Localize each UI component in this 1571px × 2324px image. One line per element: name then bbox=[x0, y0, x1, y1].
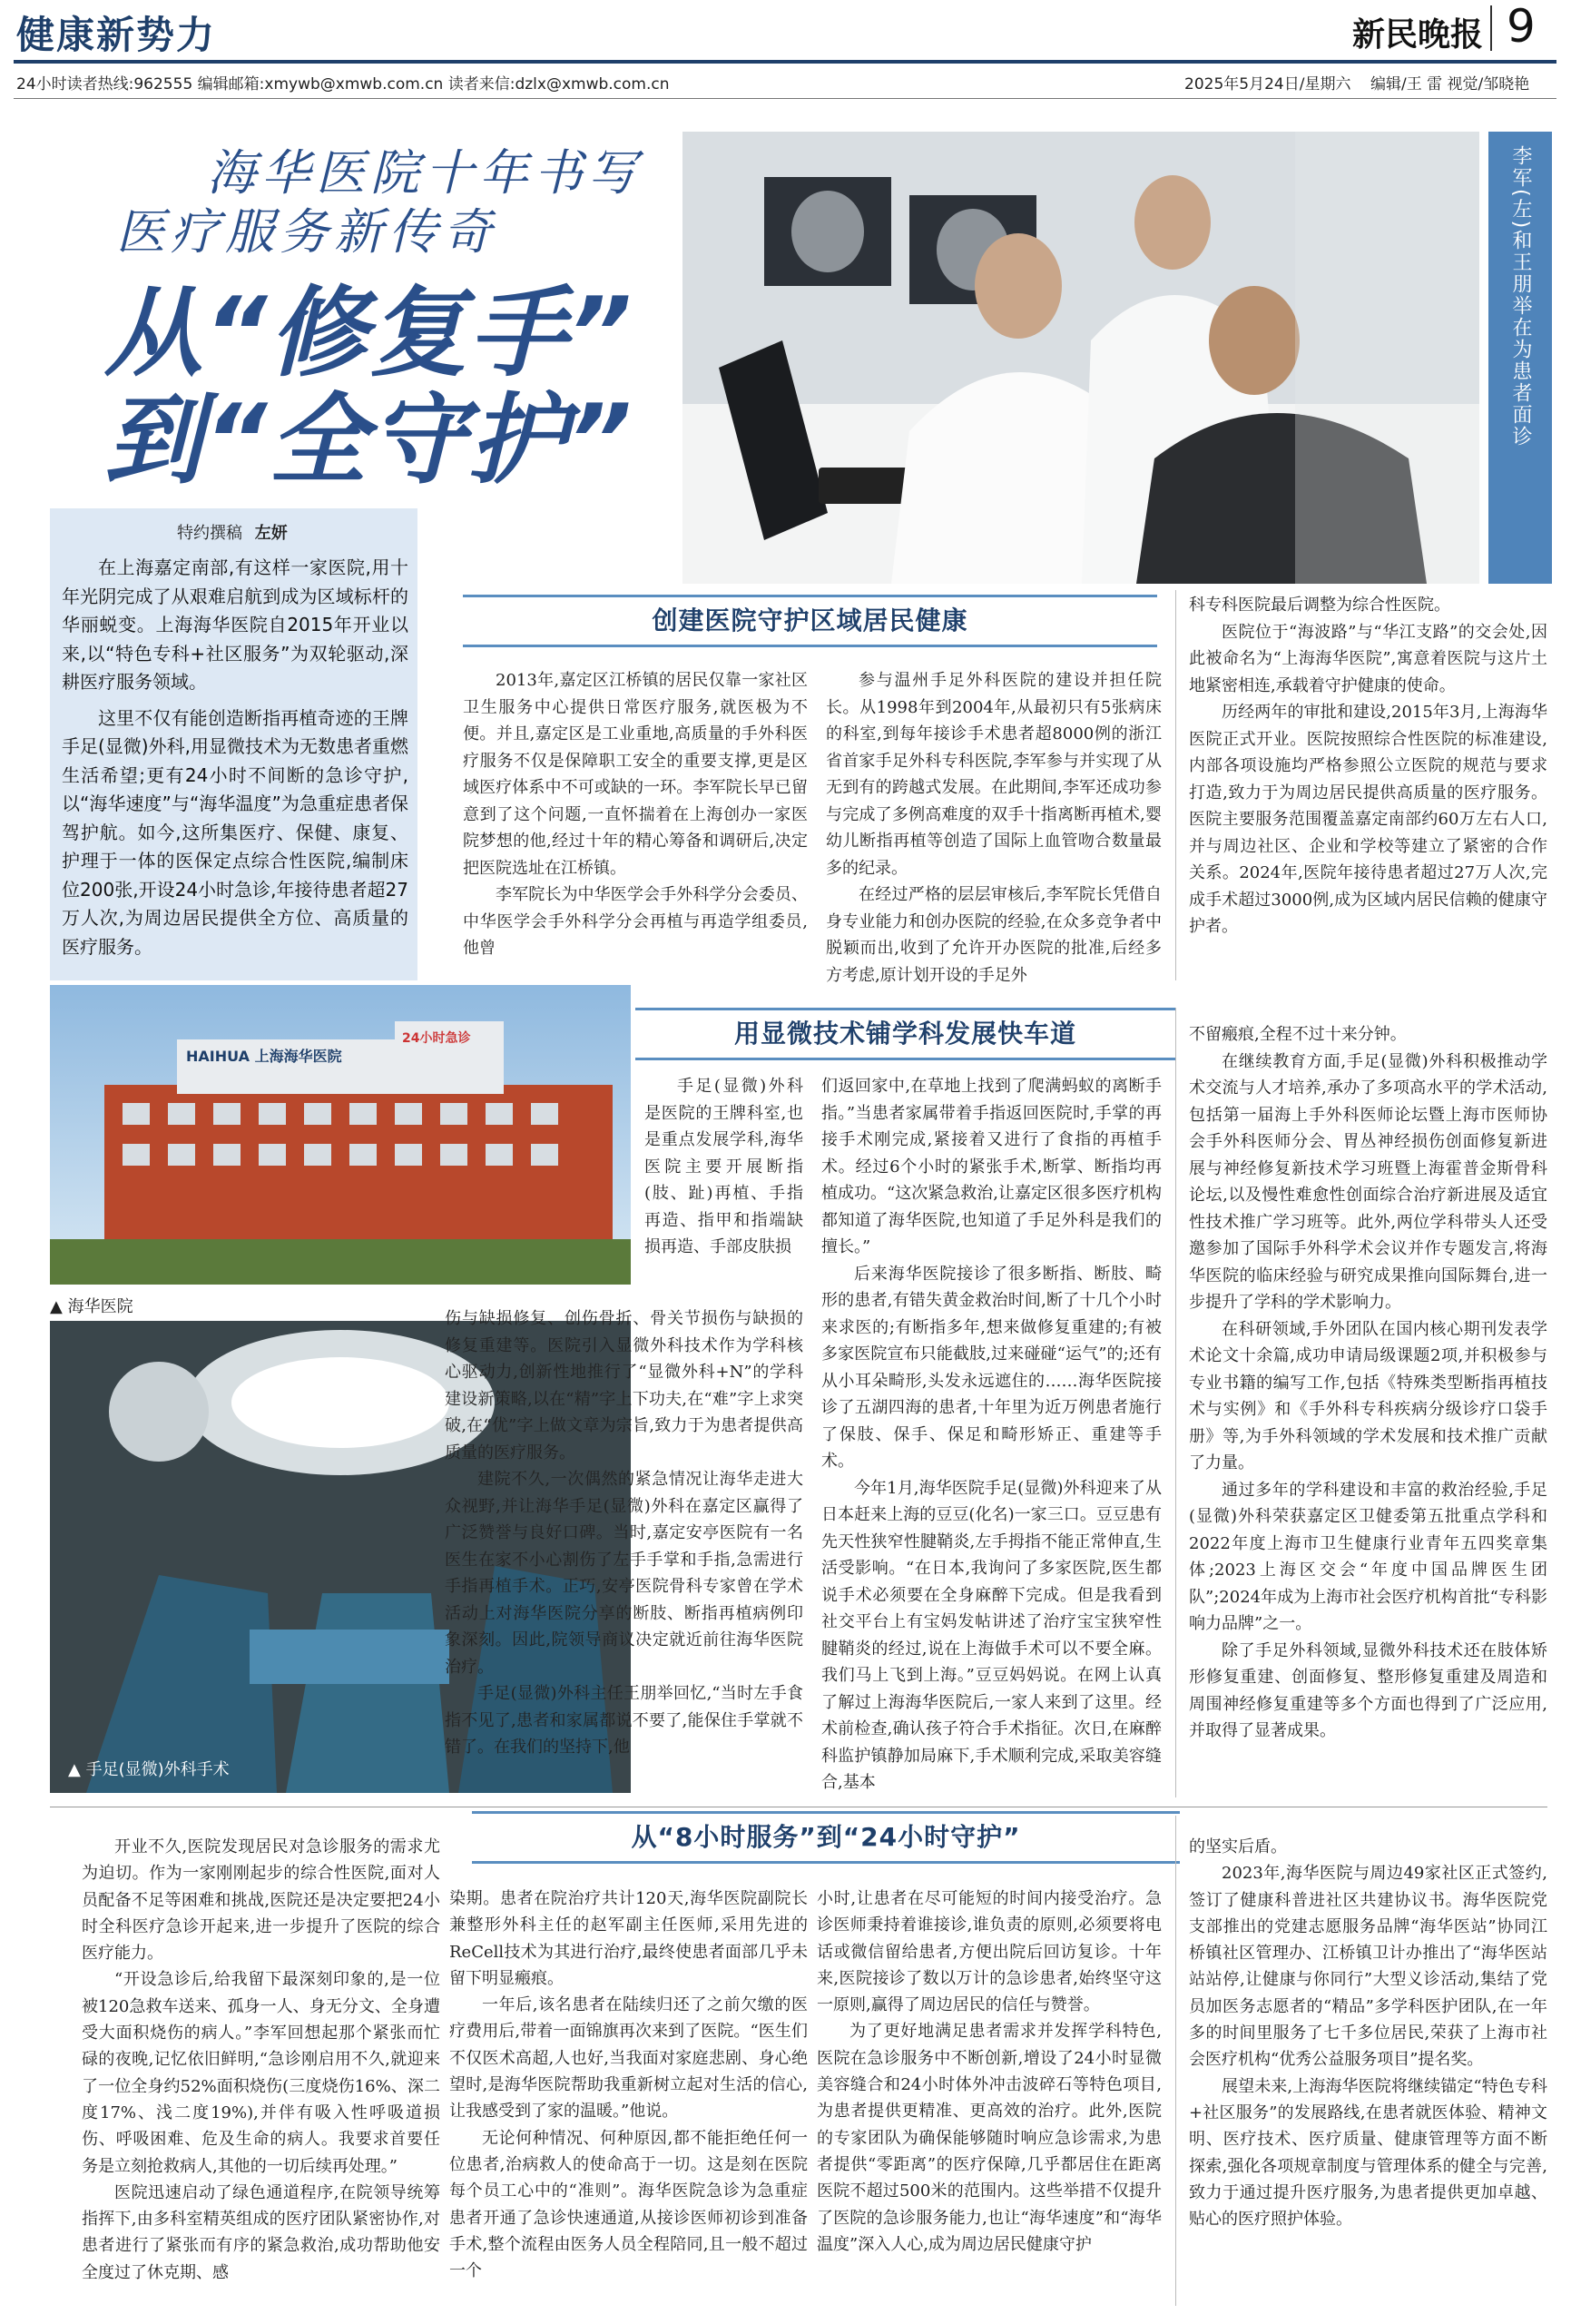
intro-paragraph-2: 这里不仅有能创造断指再植奇迹的王牌手足(显微)外科,用显微技术为无数患者重燃生活希望;更有24小时不间断的急诊守护,以“海华速度”与“海华温度”为急重症患者保驾护航。如今,这所集医疗、保健、康复、护理于一体的医保定点综合性医院,编制床位200张,开设24小时急诊,年接待患者超27万人次,为周边居民提供全方位、高质量的医疗服务。 bbox=[62, 706, 408, 958]
byline-name: 左妍 bbox=[254, 524, 288, 543]
section3-col2 bbox=[449, 1886, 808, 2284]
page-divider bbox=[1490, 5, 1492, 51]
section1-col2-p2: 在经过严格的层层审核后,李军院长凭借自身专业能力和创办医院的经验,在众多竞争者中脱颖而出,收到了允许开办医院的批准,后经多方考虑,原计划开设的手足外 bbox=[826, 885, 1162, 985]
kicker-line-2: 医疗服务新传奇 bbox=[116, 203, 497, 261]
masthead-rule bbox=[14, 60, 1556, 64]
section2-col3-p5: 除了手足外科领域,显微外科技术还在肢体矫形修复重建、创面修复、整形修复重建及周造和周围神经修复重建等多个方面也得到了广泛应用,并取得了显著成果。 bbox=[1189, 1640, 1547, 1740]
section3-col1-p1: 开业不久,医院发现居民对急诊服务的需求尤为迫切。作为一家刚刚起步的综合性医院,面对人员配备不足等困难和挑战,医院还是决定要把24小时全科医疗急诊开起来,进一步提升了医院的综合医疗能力。 bbox=[82, 1837, 440, 1964]
paper-name: 新民晚报 bbox=[1352, 15, 1484, 54]
surgery-photo-caption: ▲ 手足(显微)外科手术 bbox=[68, 1760, 230, 1779]
section2-col2-p2: 后来海华医院接诊了很多断指、断肢、畸形的患者,有错失黄金救治时间,断了十几个小时来求医的;有断指多年,想来做修复重建的;有被多家医院宣布只能截肢,过来碰碰“运气”的;还有从小耳朵畸形,头发永远遮住的……海华医院接诊了五湖四海的患者,十年里为近万例患者施行了保肢、保手、保足和畸形矫正、重建等手术。 bbox=[821, 1264, 1162, 1471]
section1-col3-p1: 科专科医院最后调整为综合性医院。 bbox=[1189, 596, 1450, 615]
section3-col2-p1: 染期。患者在院治疗共计120天,海华医院副院长兼整形外科主任的赵军副主任医师,采用先进的ReCell技术为其进行治疗,最终使患者面部几乎未留下明显瘢痕。 bbox=[449, 1889, 808, 1988]
consultation-illustration bbox=[682, 132, 1479, 584]
col-rule-2 bbox=[1175, 1008, 1176, 1797]
editors-line: 编辑/王 雷 视觉/邹晓艳 bbox=[1370, 75, 1530, 94]
section2-heading: 用显微技术铺学科发展快车道 bbox=[635, 1008, 1175, 1060]
section1-col3-p3: 历经两年的审批和建设,2015年3月,上海海华医院正式开业。医院按照综合性医院的标准建设,内部各项设施均严格参照公立医院的规范与要求打造,致力于为周边居民提供高质量的医疗服务。医院主要服务范围覆盖嘉定南部约60万左右人口,并与周边社区、企业和学校等建立了紧密的合作关系。2024年,医院年接待患者超过27万人次,完成手术超过3000例,成为区域内居民信赖的健康守护者。 bbox=[1189, 703, 1547, 936]
section3-col3-p2: 为了更好地满足患者需求并发挥学科特色,医院在急诊服务中不断创新,增设了24小时显微美容缝合和24小时体外冲击波碎石等特色项目,为患者提供更精准、更高效的治疗。此外,医院的专家团队为确保能够随时响应急诊需求,为患者提供“零距离”的医疗保障,几乎都居住在距离医院不超过500米的范围内。这些举措不仅提升了医院的急诊服务能力,也让“海华速度”和“海华温度”深入人心,成为周边居民健康守护 bbox=[817, 2022, 1162, 2254]
section3-col4-p1: 的坚实后盾。 bbox=[1189, 1837, 1287, 1856]
section3-col4 bbox=[1189, 1834, 1547, 2232]
section2-col1-wide-p2: 建院不久,一次偶然的紧急情况让海华走进大众视野,并让海华手足(显微)外科在嘉定区赢得了广泛赞誉与良好口碑。当时,嘉定安亭医院有一名医生在家不小心割伤了左手手掌和手指,急需进行手指再植手术。正巧,安亭医院骨科专家曾在学术活动上对海华医院分享的断肢、断指再植病例印象深刻。因此,院领导商议决定就近前往海华医院治疗。 bbox=[445, 1470, 803, 1677]
hotline-line: 24小时读者热线:962555 编辑邮箱:xmywb@xmwb.com.cn 读者来信:dzlx@xmwb.com.cn bbox=[16, 75, 670, 94]
section2-col2 bbox=[821, 1073, 1162, 1797]
intro-text bbox=[62, 554, 408, 961]
headline-line-1: 从“修复手” bbox=[104, 277, 634, 390]
section2-col2-p3: 今年1月,海华医院手足(显微)外科迎来了从日本赶来上海的豆豆(化名)一家三口。豆豆患有先天性狭窄性腱鞘炎,左手拇指不能正常伸直,生活受影响。“在日本,我询问了多家医院,医生都说手术必须要在全身麻醉下完成。但是我看到社交平台上有宝妈发帖讲述了治疗宝宝狭窄性腱鞘炎的经过,说在上海做手术可以不要全麻。我们马上飞到上海。”豆豆妈妈说。在网上认真了解过上海海华医院后,一家人来到了这里。经术前检查,确认孩子符合手术指征。次日,在麻醉科监护镇静加局麻下,手术顺利完成,采取美容缝合,基本 bbox=[821, 1478, 1162, 1792]
section1-col2-p1: 参与温州手足外科医院的建设并担任院长。从1998年到2004年,从最初只有5张病床的科室,到每年接诊手术患者超8000例的浙江省首家手足外科专科医院,李军参与并实现了从无到有的跨越式发展。在此期间,李军还成功参与完成了多例高难度的双手十指离断再植术,婴幼儿断指再植等创造了国际上血管吻合数量最多的纪录。 bbox=[826, 671, 1162, 878]
section2-col1-wide-p3: 手足(显微)外科主任王朋举回忆,“当时左手食指不见了,患者和家属都说不要了,能保住手掌就不错了。在我们的坚持下,他 bbox=[445, 1684, 803, 1757]
intro-paragraph-1: 在上海嘉定南部,有这样一家医院,用十年光阴完成了从艰难启航到成为区域标杆的华丽蜕变。上海海华医院自2015年开业以来,以“特色专科+社区服务”为双轮驱动,深耕医疗服务领域。 bbox=[62, 556, 408, 693]
byline bbox=[177, 520, 288, 544]
section1-col3 bbox=[1189, 592, 1547, 940]
section3-col3-p1: 小时,让患者在尽可能短的时间内接受治疗。急诊医师秉持着谁接诊,谁负责的原则,必须要将电话或微信留给患者,方便出院后回访复诊。十年来,医院接诊了数以万计的急诊患者,始终坚守这一原则,赢得了周边居民的信任与赞誉。 bbox=[817, 1889, 1162, 2015]
section1-heading: 创建医院守护区域居民健康 bbox=[463, 595, 1157, 647]
col-rule-1 bbox=[1175, 590, 1176, 980]
section3-col1-p3: 医院迅速启动了绿色通道程序,在院领导统筹指挥下,由多科室精英组成的医疗团队紧密协作,对患者进行了紧张而有序的紧急救治,成功帮助他安全度过了休克期、感 bbox=[82, 2182, 440, 2282]
byline-label: 特约撰稿 bbox=[177, 524, 242, 543]
section1-col3-p2: 医院位于“海波路”与“华江支路”的交会处,因此被命名为“上海海华医院”,寓意着医院与这片土地紧密相连,承载着守护健康的使命。 bbox=[1189, 622, 1547, 695]
section1-col1 bbox=[463, 667, 808, 962]
section3-col4-p3: 展望未来,上海海华医院将继续锚定“特色专科+社区服务”的发展路线,在患者就医体验、精神文明、医疗技术、医疗质量、健康管理等方面不断探索,强化各项规章制度与管理体系的健全与完善,致力于通过提升医疗服务,为患者提供更加卓越、贴心的医疗照护体验。 bbox=[1189, 2076, 1547, 2230]
kicker-line-1: 海华医院十年书写 bbox=[207, 144, 643, 202]
section3-col4-p2: 2023年,海华医院与周边49家社区正式签约,签订了健康科普进社区共建协议书。海华医院党支部推出的党建志愿服务品牌“海华医站”协同江桥镇社区管理办、江桥镇卫计办推出了“海华医站站站停,让健康与你同行”大型义诊活动,集结了党员加医务志愿者的“精品”多学科医护团队,在一年多的时间里服务了七千多位居民,荣获了上海市社会医疗机构“优秀公益服务项目”提名奖。 bbox=[1189, 1864, 1547, 2070]
hospital-sign: HAIHUA 上海海华医院 bbox=[186, 1048, 342, 1065]
consultation-photo bbox=[682, 132, 1479, 584]
issue-date: 2025年5月24日/星期六 bbox=[1184, 75, 1351, 94]
section3-col1-p2: “开设急诊后,给我留下最深刻印象的,是一位被120急救车送来、孤身一人、身无分文、全身遭受大面积烧伤的病人。”李军回想起那个紧张而忙碌的夜晚,记忆依旧鲜明,“急诊刚启用不久,就迎来了一位全身约52%面积烧伤(三度烧伤16%、深二度17%、浅二度19%),并伴有吸入性呼吸道损伤、呼吸困难、危及生命的病人。我要求首要任务是立刻抢救病人,其他的一切后续再处理。” bbox=[82, 1970, 440, 2176]
section2-col1-wide-p1: 伤与缺损修复、创伤骨折、骨关节损伤与缺损的修复重建等。医院引入显微外科技术作为学科核心驱动力,创新性地推行了“显微外科+N”的学科建设新策略,以在“精”字上下功夫,在“难”字上求突破,在“优”字上做文章为宗旨,致力于为患者提供高质量的医疗服务。 bbox=[445, 1309, 803, 1462]
section1-col1-p1: 2013年,嘉定区江桥镇的居民仅靠一家社区卫生服务中心提供日常医疗服务,就医极为不便。并且,嘉定区是工业重地,高质量的手外科医疗服务不仅是保障职工安全的重要支撑,更是区域医疗体系中不可或缺的一环。李军院长早已留意到了这个问题,一直怀揣着在上海创办一家医院梦想的他,经过十年的精心筹备和调研后,决定把医院选址在江桥镇。 bbox=[463, 671, 808, 878]
hospital-photo-caption: ▲ 海华医院 bbox=[50, 1297, 133, 1316]
section3-heading: 从“8小时服务”到“24小时守护” bbox=[472, 1811, 1180, 1864]
masthead-thin-rule bbox=[14, 98, 1556, 99]
section2-col1-narrow-p: 手足(显微)外科是医院的王牌科室,也是重点发展学科,海华医院主要开展断指(肢、趾)再植、手指再造、指甲和指端缺损再造、手部皮肤损 bbox=[644, 1077, 803, 1256]
page-number: 9 bbox=[1507, 0, 1536, 53]
col-rule-3 bbox=[1175, 1816, 1176, 2306]
section2-col1-narrow bbox=[644, 1073, 803, 1261]
hospital-photo bbox=[50, 985, 631, 1285]
section2-col3-p4: 通过多年的学科建设和丰富的救治经验,手足(显微)外科荣获嘉定区卫健委第五批重点学科和2022年度上海市卫生健康行业青年五四奖章集体;2023上海区交会“年度中国品牌医生团队”;2024年成为上海市社会医疗机构首批“专科影响力品牌”之一。 bbox=[1189, 1480, 1547, 1633]
section2-col3 bbox=[1189, 1021, 1547, 1745]
section1-col2 bbox=[826, 667, 1162, 989]
section2-col3-p1: 不留瘢痕,全程不过十来分钟。 bbox=[1189, 1025, 1407, 1044]
section2-col3-p3: 在科研领域,手外团队在国内核心期刊发表学术论文十余篇,成功申请局级课题2项,并积极参与专业书籍的编写工作,包括《特殊类型断指再植技术与实例》和《手外科专科疾病分级诊疗口袋手册》等,为手外科领域的学术发展和技术推广贡献了力量。 bbox=[1189, 1319, 1547, 1472]
section3-col2-p3: 无论何种情况、何种原因,都不能拒绝任何一位患者,治病救人的使命高于一切。这是刻在医院每个员工心中的“准则”。海华医院急诊为急重症患者开通了急诊快速通道,从接诊医师初诊到准备手术,整个流程由医务人员全程陪同,且一般不超过一个 bbox=[449, 2128, 808, 2281]
emergency-sign: 24小时急诊 bbox=[402, 1031, 471, 1046]
section2-col3-p2: 在继续教育方面,手足(显微)外科积极推动学术交流与人才培养,承办了多项高水平的学术活动,包括第一届海上手外科医师论坛暨上海市医师协会手外科医师分会、胃丛神经损伤创面修复新进展与神经修复新技术学习班暨上海霍普金斯骨科论坛,以及慢性难愈性创面综合治疗新进展及适宜性技术推广学习班等。此外,两位学科带头人还受邀参加了国际手外科学术会议并作专题发言,将海华医院的临床经验与研究成果推向国际舞台,进一步提升了学科的学术影响力。 bbox=[1189, 1051, 1547, 1312]
section3-col2-p2: 一年后,该名患者在陆续归还了之前欠缴的医疗费用后,带着一面锦旗再次来到了医院。“医生们不仅医术高超,人也好,当我面对家庭悲剧、身心绝望时,是海华医院帮助我重新树立起对生活的信心,让我感受到了家的温暖。”他说。 bbox=[449, 1995, 808, 2122]
hospital-illustration bbox=[50, 985, 631, 1285]
top-photo-caption: 李军(左)和王朋举在为患者面诊 bbox=[1509, 145, 1532, 448]
section-title: 健康新势力 bbox=[16, 13, 217, 57]
section3-col1 bbox=[82, 1834, 440, 2286]
section2-col2-p1: 们返回家中,在草地上找到了爬满蚂蚁的离断手指。”当患者家属带着手指返回医院时,手掌的再接手术刚完成,紧接着又进行了食指的再植手术。经过6个小时的紧张手术,断掌、断指均再植成功。“这次紧急救治,让嘉定区很多医疗机构都知道了海华医院,也知道了手足外科是我们的擅长。” bbox=[821, 1077, 1162, 1256]
section3-col3 bbox=[817, 1886, 1162, 2258]
section2-col1-wide bbox=[445, 1305, 803, 1761]
headline-line-2: 到“全守护” bbox=[104, 384, 634, 497]
section1-col1-p2: 李军院长为中华医学会手外科学分会委员、中华医学会手外科学分会再植与再造学组委员,他曾 bbox=[463, 885, 808, 958]
